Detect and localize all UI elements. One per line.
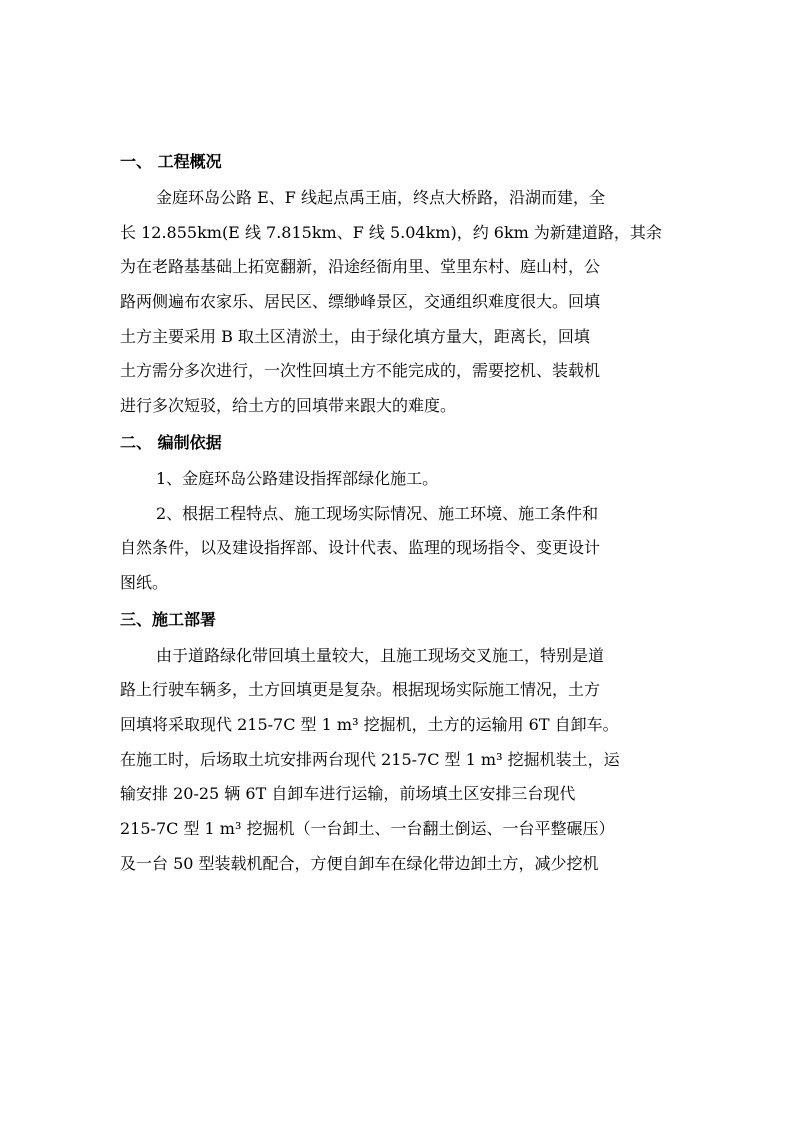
paragraph-line: 215-7C 型 1 m³ 挖掘机（一台卸土、一台翻土倒运、一台平整碾压） — [120, 819, 615, 838]
list-item-2: 2、根据工程特点、施工现场实际情况、施工环境、施工条件和 — [156, 503, 599, 523]
paragraph-line: 路两侧遍布农家乐、居民区、缥缈峰景区，交通组织难度很大。回填 — [120, 292, 601, 312]
paragraph-line: 土方主要采用 B 取土区清淤土，由于绿化填方量大，距离长，回填 — [120, 326, 590, 346]
paragraph-line: 输安排 20-25 辆 6T 自卸车进行运输，前场填土区安排三台现代 — [120, 784, 576, 804]
section-heading-2: 二、 编制依据 — [120, 432, 222, 452]
paragraph-line: 进行多次短驳，给土方的回填带来跟大的难度。 — [120, 396, 457, 416]
section-heading-3: 三、施工部署 — [120, 609, 217, 629]
paragraph-line: 长 12.855km(E 线 7.815km、F 线 5.04km)，约 6km 为新建道路，其余 — [120, 222, 662, 242]
paragraph-line: 为在老路基基础上拓宽翻新，沿途经衙甪里、堂里东村、庭山村，公 — [120, 257, 601, 277]
paragraph-line: 金庭环岛公路 E、F 线起点禹王庙，终点大桥路，沿湖而建，全 — [156, 188, 605, 207]
paragraph-line: 自然条件，以及建设指挥部、设计代表、监理的现场指令、变更设计 — [120, 538, 601, 558]
paragraph-line: 由于道路绿化带回填土量较大，且施工现场交叉施工，特别是道 — [156, 645, 605, 665]
paragraph-line: 土方需分多次进行，一次性回填土方不能完成的，需要挖机、装载机 — [120, 361, 601, 381]
paragraph-line: 在施工时，后场取土坑安排两台现代 215-7C 型 1 m³ 挖掘机装土，运 — [120, 749, 620, 769]
section-heading-1: 一、 工程概况 — [120, 152, 222, 171]
list-item-1: 1、金庭环岛公路建设指挥部绿化施工。 — [156, 468, 439, 488]
paragraph-line: 路上行驶车辆多，土方回填更是复杂。根据现场实际施工情况，土方 — [120, 680, 601, 700]
paragraph-line: 回填将采取现代 215-7C 型 1 m³ 挖掘机，土方的运输用 6T 自卸车。 — [120, 714, 619, 734]
paragraph-line: 图纸。 — [120, 572, 169, 592]
paragraph-line: 及一台 50 型装载机配合，方便自卸车在绿化带边卸土方，减少挖机 — [120, 853, 599, 873]
document-body — [120, 143, 676, 881]
